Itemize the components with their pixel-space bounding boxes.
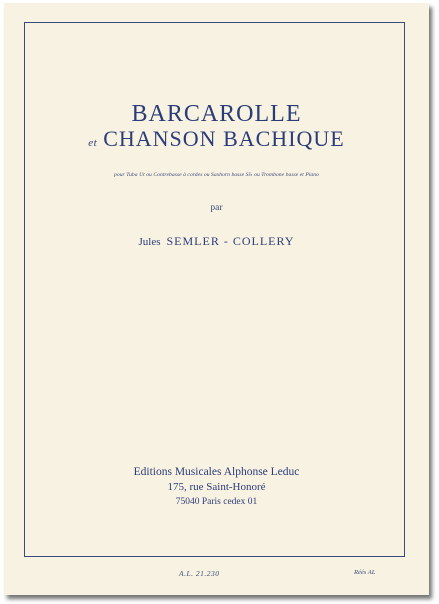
title-barcarolle: BARCAROLLE (131, 101, 302, 127)
cover-page (4, 3, 429, 595)
print-note: Réés AL (354, 569, 376, 576)
title-line-2 (4, 126, 429, 152)
publisher-name: Editions Musicales Alphonse Leduc (133, 466, 300, 478)
publisher-city: 75040 Paris cedex 01 (175, 497, 258, 507)
publisher-street: 175, rue Saint-Honoré (167, 481, 266, 493)
title-chanson-bachique: CHANSON BACHIQUE (103, 126, 345, 151)
par-label: par (210, 203, 223, 213)
composer-first-name: Jules (138, 236, 161, 248)
catalog-number: A.L. 21.230 (179, 569, 220, 578)
composer-last-name: SEMLER - COLLERY (166, 234, 295, 248)
title-connector: et (88, 137, 98, 149)
composer-name (4, 232, 429, 250)
instrumentation-subtitle: pour Tuba Ut ou Contrebasse à cordes ou Saxhorn basse Si♭ ou Trombone basse et Piano (114, 172, 319, 178)
